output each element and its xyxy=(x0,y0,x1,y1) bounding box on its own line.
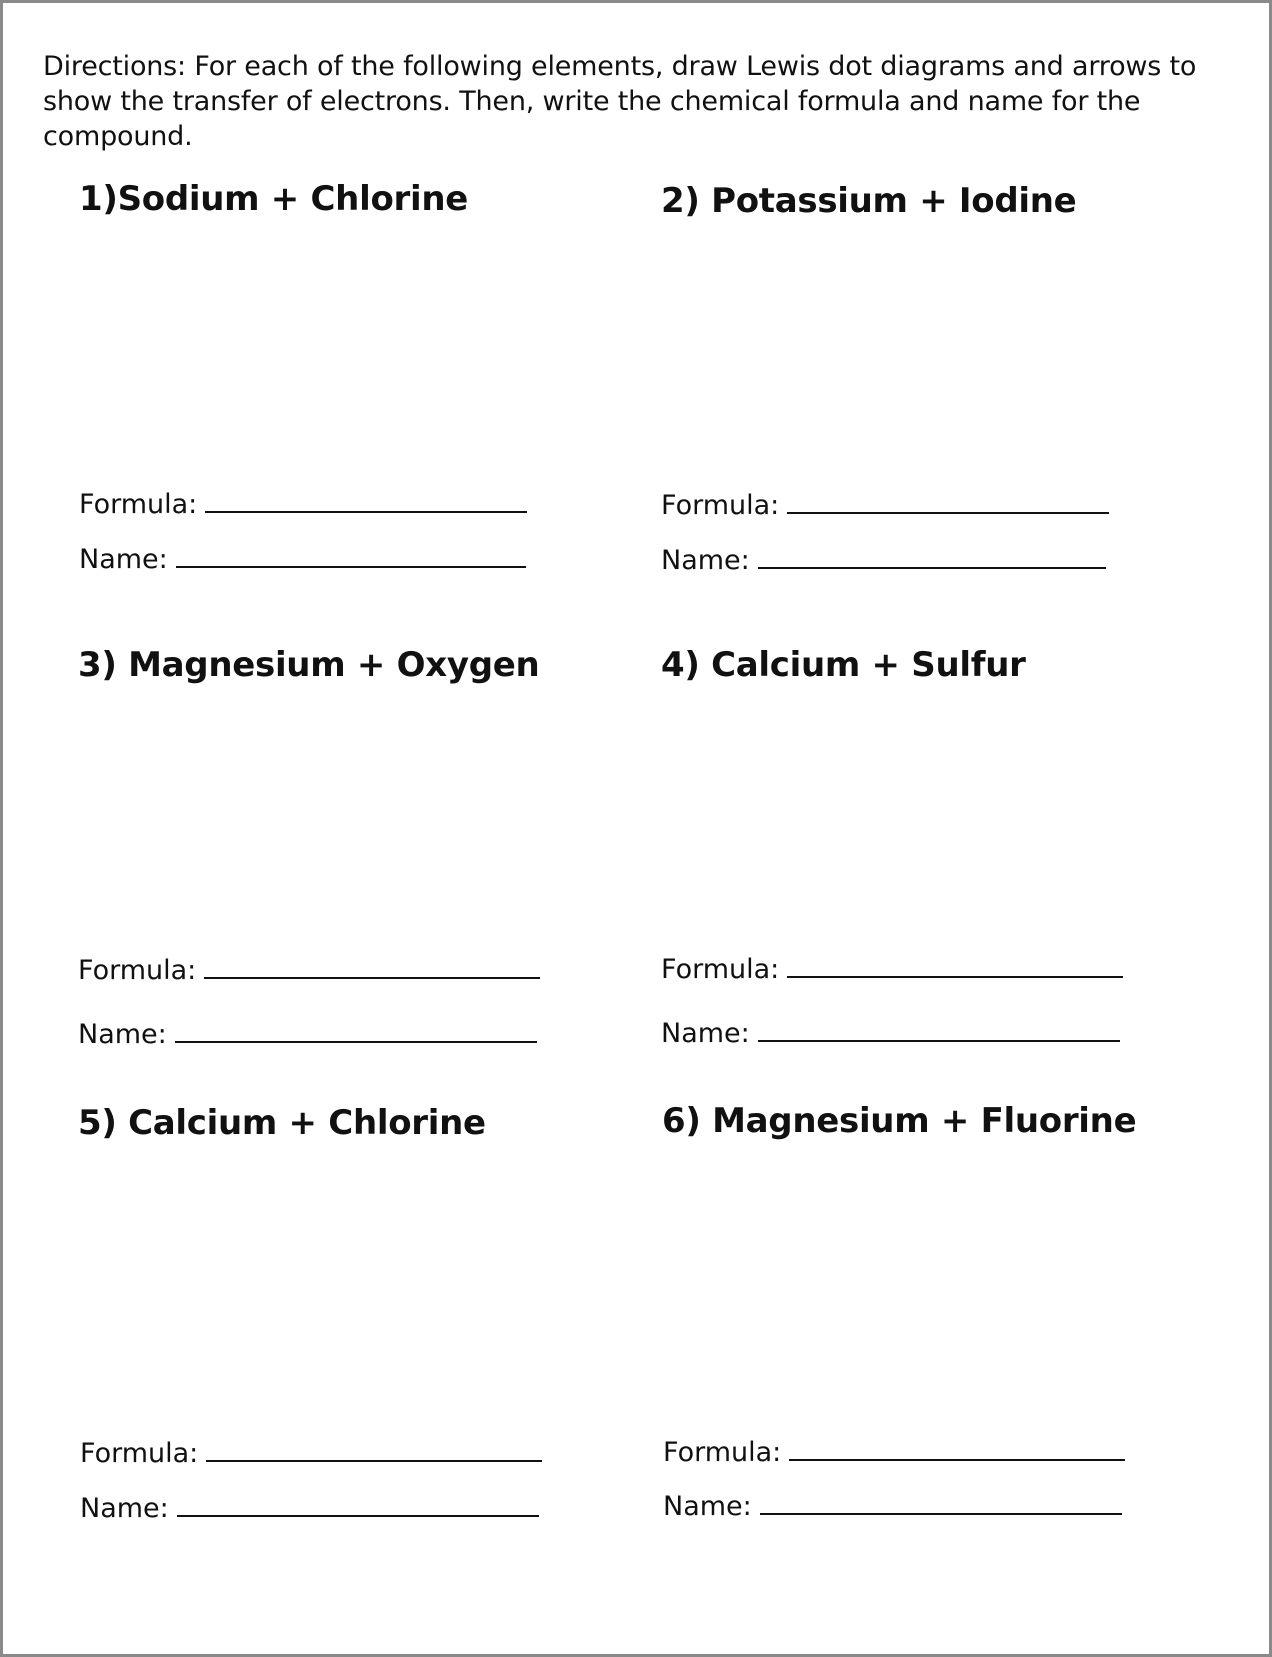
name-blank[interactable] xyxy=(758,1018,1120,1042)
problem-5-formula xyxy=(80,1438,542,1469)
formula-label: Formula: xyxy=(661,490,780,521)
formula-blank[interactable] xyxy=(787,490,1109,514)
name-blank[interactable] xyxy=(758,545,1106,569)
name-label: Name: xyxy=(661,545,750,576)
formula-blank[interactable] xyxy=(204,955,540,979)
problem-2-title: 2) Potassium + Iodine xyxy=(661,181,1077,221)
formula-blank[interactable] xyxy=(787,954,1123,978)
directions-text: Directions: For each of the following elements, draw Lewis dot diagrams and arrows to show the transfer of electrons. Then, write the chemical formula and name for the compound. xyxy=(43,51,1197,152)
problem-4-title: 4) Calcium + Sulfur xyxy=(661,645,1026,685)
problem-3-formula xyxy=(78,955,540,986)
problem-2-formula xyxy=(661,490,1109,521)
formula-blank[interactable] xyxy=(789,1437,1125,1461)
formula-label: Formula: xyxy=(663,1437,782,1468)
formula-blank[interactable] xyxy=(206,1438,542,1462)
name-label: Name: xyxy=(661,1018,750,1049)
name-label: Name: xyxy=(78,1019,167,1050)
formula-label: Formula: xyxy=(80,1438,199,1469)
name-blank[interactable] xyxy=(175,1019,537,1043)
formula-blank[interactable] xyxy=(205,489,527,513)
problem-1-title: 1)Sodium + Chlorine xyxy=(79,179,468,219)
formula-label: Formula: xyxy=(661,954,780,985)
name-label: Name: xyxy=(80,1493,169,1524)
problem-5-name xyxy=(80,1493,539,1524)
problem-3-title: 3) Magnesium + Oxygen xyxy=(78,645,540,685)
name-label: Name: xyxy=(663,1491,752,1522)
problem-5-title: 5) Calcium + Chlorine xyxy=(78,1103,486,1143)
formula-label: Formula: xyxy=(79,489,198,520)
problem-1-formula xyxy=(79,489,527,520)
problem-3-name xyxy=(78,1019,537,1050)
name-blank[interactable] xyxy=(176,544,526,568)
problem-6-formula xyxy=(663,1437,1125,1468)
name-blank[interactable] xyxy=(177,1493,539,1517)
problem-4-name xyxy=(661,1018,1120,1049)
problem-4-formula xyxy=(661,954,1123,985)
problem-1-name xyxy=(79,544,526,575)
formula-label: Formula: xyxy=(78,955,197,986)
name-label: Name: xyxy=(79,544,168,575)
problem-2-name xyxy=(661,545,1106,576)
problem-6-name xyxy=(663,1491,1122,1522)
name-blank[interactable] xyxy=(760,1491,1122,1515)
problem-6-title: 6) Magnesium + Fluorine xyxy=(662,1101,1137,1141)
